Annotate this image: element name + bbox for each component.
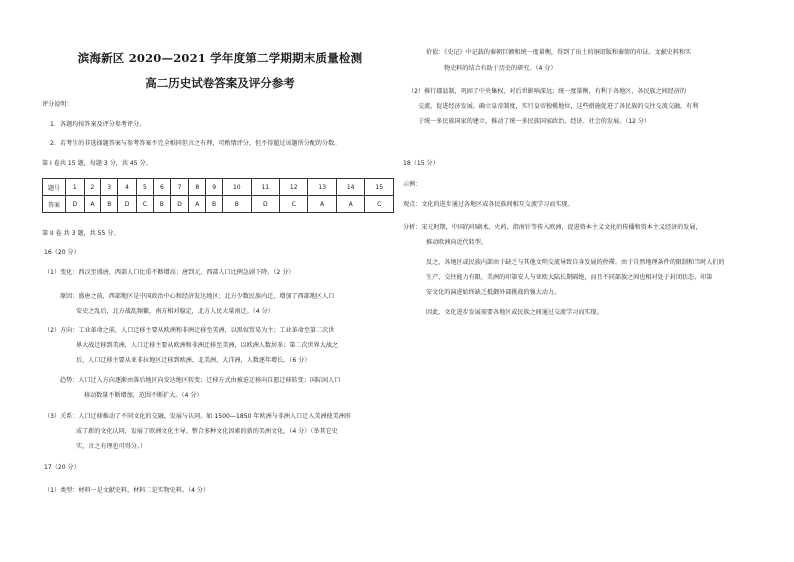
table-cell: 11 — [251, 179, 279, 196]
part1-heading: 第 I 卷共 15 题，每题 3 分，共 45 分。 — [42, 160, 152, 167]
table-cell: B — [153, 196, 170, 213]
table-cell: 3 — [101, 179, 118, 196]
row-label-number: 题号 — [43, 179, 66, 196]
q16-a3-line3: 实，言之有理也可得分。） — [76, 443, 147, 450]
table-cell: D — [170, 196, 189, 213]
q17-a2-line3: 于统一多民族国家的建立，推动了统一多民族国家政治、经济、社会的发展。（12 分） — [418, 118, 651, 125]
table-cell: 9 — [206, 179, 223, 196]
table-cell: D — [118, 196, 137, 213]
q17-header: 17（20 分） — [44, 464, 80, 471]
table-cell: 2 — [84, 179, 101, 196]
table-cell: 12 — [280, 179, 308, 196]
answer-table — [42, 178, 394, 213]
table-cell: B — [223, 196, 251, 213]
table-cell: A — [308, 196, 336, 213]
scoring-note-1: 1．各题均按答案及评分参考评分。 — [50, 121, 146, 128]
scoring-notes-heading: 评分说明： — [42, 101, 73, 108]
table-cell: B — [101, 196, 118, 213]
table-cell: 7 — [170, 179, 189, 196]
q18-para2-line2: 生产、交往能力有限，美洲的印第安人与亚欧大陆长期隔绝，而且不同部族之间也相对处于封闭状态，印第 — [426, 274, 713, 281]
page-subtitle: 高二历史试卷答案及评分参考 — [145, 76, 295, 90]
table-row — [43, 196, 394, 213]
q18-analysis-line2: 推动欧洲向近代转型。 — [426, 239, 487, 246]
q16-a2-line2: 界大战迁移到美洲，人口迁移主要从欧洲和非洲迁移至美洲，以欧洲人数居多；第二次世界大战之 — [76, 342, 339, 349]
table-cell: 13 — [308, 179, 336, 196]
table-row — [43, 179, 394, 196]
q17-value-line2: 物史料的结合有助于历史的研究。（4 分） — [444, 65, 557, 72]
q16-a2-line1: （2）方向：工业革命之前，人口迁移主要从欧洲和非洲迁移至美洲，以黑奴贸易为主；工业革命至第二次世 — [44, 327, 335, 334]
table-cell: D — [66, 196, 85, 213]
q18-view: 观点：文化的进步通过各地区或各民族间相互交流学习而实现。 — [403, 201, 574, 208]
table-cell: 15 — [365, 179, 394, 196]
table-cell: A — [189, 196, 206, 213]
q16-a1-reason-line2: 安史之乱后，北方战乱频繁，南方相对稳定，北方人民大量南迁。（4 分） — [76, 308, 274, 315]
page-title: 滨海新区 2020—2021 学年度第二学期期末质量检测 — [77, 51, 363, 65]
part2-heading: 第 II 卷 共 3 题，共 55 分。 — [42, 230, 120, 237]
q18-header: 18（15 分） — [403, 160, 439, 167]
q16-a3-line2: 成了新的文化认同，发展了欧洲文化主导、整合多种文化因素的新的美洲文化。（4 分）（举其它史 — [76, 428, 338, 435]
table-cell: 14 — [336, 179, 364, 196]
q17-a2-line2: 交流，促进经济发展，确立皇帝制度，实行皇帝独揽地位，这些措施促进了各民族的交往交流交融，有利 — [418, 103, 699, 110]
table-cell: 10 — [223, 179, 251, 196]
table-cell: A — [336, 196, 364, 213]
q17-a2-line1: （2）推行郡县制，巩固了中央集权，对后世影响深远；统一度量衡，有利于各地区、各民族之间经济的 — [408, 88, 687, 95]
q18-conclusion: 因此，文化进步发展需要各地区或民族之间通过交流学习而实现。 — [426, 309, 603, 316]
scoring-note-2: 2．若考生的非选择题答案与参考答案不完全相同但言之有理，可酌情评分，但不得超过该题所分配的分数。 — [50, 140, 341, 147]
q16-a3-line1: （3）关系：人口迁移推动了不同文化的交融、发展与认同。如 1500—1850 年欧洲与非洲人口迁入美洲使美洲形 — [44, 413, 351, 420]
q16-a2-line3: 后，人口迁移主要从亚非拉地区迁移到欧洲、北美洲、大洋洲，人数逐年增长。（6 分） — [76, 357, 311, 364]
q16-a1: （1）变化：西汉至盛唐，西部人口比重不断增高；唐到元，西部人口比例急剧下降。（2 分） — [44, 269, 295, 276]
table-cell: C — [136, 196, 153, 213]
table-cell: 4 — [118, 179, 137, 196]
q17-value-line1: 价值：《史记》中记载的秦朝巨额和统一度量衡，得到了出土的铜诏版和秦简的印证。文献史料和实 — [426, 49, 692, 56]
q18-analysis-line1: 分析：宋元时期，中国的印刷术、火药、指南针等传入欧洲，促进资本主义文化的传播和资本主义经济的发展， — [403, 224, 702, 231]
table-cell: 1 — [66, 179, 85, 196]
table-cell: 5 — [136, 179, 153, 196]
table-cell: D — [251, 196, 279, 213]
q18-para2-line1: 反之，各地区或民族内部由于缺乏与其他文明交流导致自身发展的停滞。由于自然地理条件的限制和当时人们的 — [426, 259, 725, 266]
table-cell: C — [365, 196, 394, 213]
table-cell: B — [206, 196, 223, 213]
q18-para2-line3: 安文化的演进始终缺乏抵御外部挑战的强大动力。 — [426, 289, 561, 296]
q17-a1: （1）类型：材料一是文献史料，材料二是实物史料。（4 分） — [44, 487, 210, 494]
q18-example: 示例： — [403, 181, 422, 188]
q16-header: 16（20 分） — [44, 249, 80, 256]
q16-a1-reason-line1: 原因：盛唐之前，西部地区是中国政治中心和经济发达地区；北方少数民族内迁，增加了西部地区人口 — [60, 293, 335, 300]
table-cell: A — [84, 196, 101, 213]
table-cell: C — [280, 196, 308, 213]
q16-a2-trend-line2: 移动数量不断增加，范围不断扩大。（4 分） — [84, 392, 203, 399]
q16-a2-trend-line1: 趋势：人口迁入方向逐渐由落后地区向发达地区转变；迁移方式由被迫迁移向自愿迁移转变；国际间人口 — [60, 377, 341, 384]
row-label-answer: 答案 — [43, 196, 66, 213]
table-cell: 8 — [189, 179, 206, 196]
table-cell: 6 — [153, 179, 170, 196]
